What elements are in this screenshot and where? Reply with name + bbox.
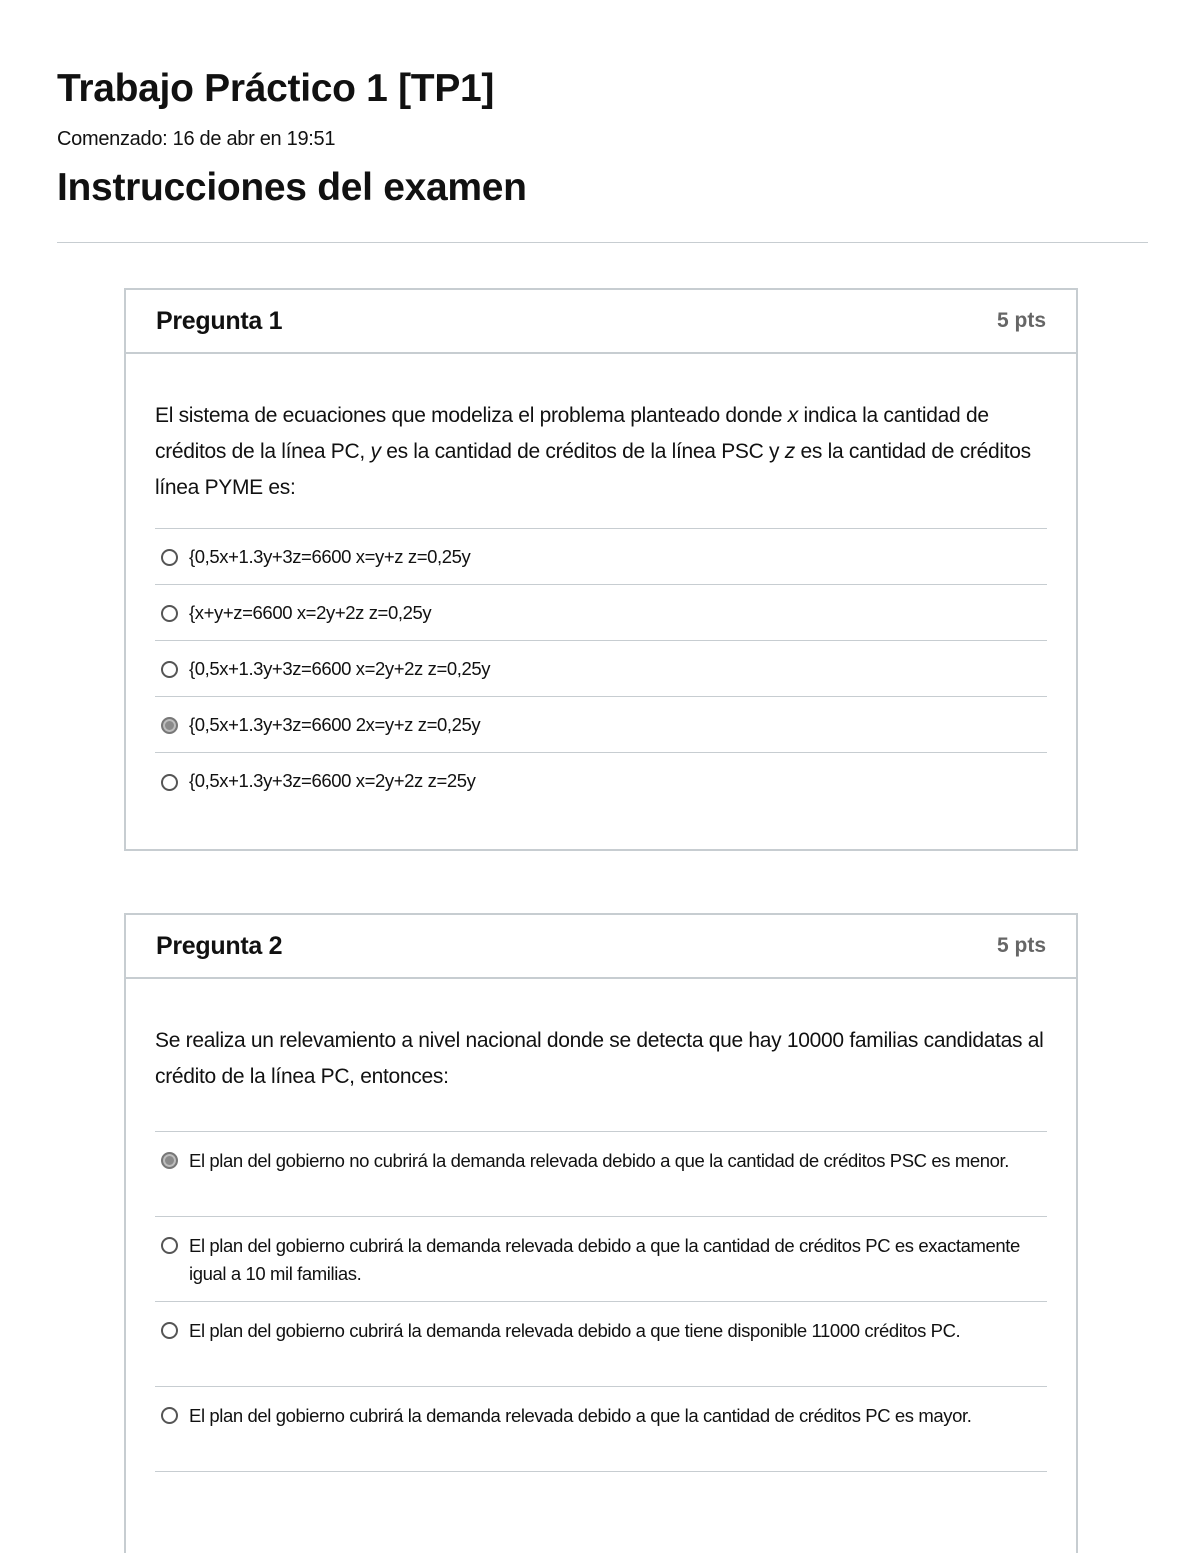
radio-button[interactable] — [161, 1152, 178, 1169]
radio-button[interactable] — [161, 1322, 178, 1339]
question-points: 5 pts — [996, 934, 1046, 957]
answer-list — [155, 528, 1047, 809]
question-text-part: es la cantidad de créditos línea PYME es: — [155, 440, 1031, 499]
radio-button[interactable] — [161, 605, 178, 622]
answer-option[interactable] — [155, 1302, 1047, 1387]
answer-label: {0,5x+1.3y+3z=6600 x=2y+2z z=0,25y — [189, 657, 491, 679]
question-body — [126, 354, 1076, 809]
answer-label: El plan del gobierno cubrirá la demanda relevada debido a que la cantidad de créditos PC es mayor. — [189, 1405, 972, 1426]
answer-label: {0,5x+1.3y+3z=6600 2x=y+z z=0,25y — [189, 713, 481, 735]
answer-option[interactable] — [155, 697, 1047, 753]
header-divider — [57, 242, 1148, 243]
started-timestamp: Comenzado: 16 de abr en 19:51 — [57, 128, 336, 150]
answer-option[interactable] — [155, 529, 1047, 585]
question-points: 5 pts — [996, 309, 1046, 332]
page-title: Trabajo Práctico 1 [TP1] — [57, 67, 495, 110]
question-text-part: es la cantidad de créditos de la línea PSC y — [380, 440, 785, 463]
question-text: Se realiza un relevamiento a nivel nacional donde se detecta que hay 10000 familias candidatas al crédito de la línea PC, entonces: — [155, 1029, 1044, 1088]
question-text-part: indica la cantidad de créditos de la línea PC, — [155, 404, 989, 463]
answer-label: {0,5x+1.3y+3z=6600 x=y+z z=0,25y — [189, 545, 471, 567]
answer-option[interactable] — [155, 1132, 1047, 1217]
question-text-part: El sistema de ecuaciones que modeliza el problema planteado donde — [155, 404, 788, 427]
answer-option[interactable] — [155, 1387, 1047, 1472]
answer-option[interactable] — [155, 1217, 1047, 1302]
question-body — [126, 979, 1076, 1472]
answer-option[interactable] — [155, 753, 1047, 809]
radio-button[interactable] — [161, 774, 178, 791]
variable-x: x — [787, 404, 798, 427]
question-header — [126, 290, 1076, 354]
radio-button[interactable] — [161, 1237, 178, 1254]
question-text — [155, 398, 1047, 506]
answer-label: El plan del gobierno cubrirá la demanda relevada debido a que la cantidad de créditos PC es exactamente igual a 10 mil familias. — [189, 1235, 1020, 1284]
question-title: Pregunta 2 — [156, 931, 283, 960]
radio-button[interactable] — [161, 549, 178, 566]
question-title: Pregunta 1 — [156, 306, 283, 335]
question-card-2 — [124, 913, 1078, 1553]
variable-z: z — [784, 440, 795, 463]
variable-y: y — [370, 440, 381, 463]
answer-option[interactable] — [155, 585, 1047, 641]
radio-button[interactable] — [161, 661, 178, 678]
answer-label: {x+y+z=6600 x=2y+2z z=0,25y — [189, 601, 432, 623]
question-card-1 — [124, 288, 1078, 851]
quiz-header — [57, 60, 1148, 216]
radio-button[interactable] — [161, 1407, 178, 1424]
instructions-heading: Instrucciones del examen — [57, 166, 527, 209]
answer-option[interactable] — [155, 641, 1047, 697]
answer-list — [155, 1131, 1047, 1472]
answer-label: El plan del gobierno cubrirá la demanda relevada debido a que tiene disponible 11000 créditos PC. — [189, 1320, 961, 1341]
radio-button[interactable] — [161, 717, 178, 734]
question-header — [126, 915, 1076, 979]
answer-label: El plan del gobierno no cubrirá la demanda relevada debido a que la cantidad de créditos PSC es menor. — [189, 1150, 1010, 1171]
answer-label: {0,5x+1.3y+3z=6600 x=2y+2z z=25y — [189, 770, 476, 791]
